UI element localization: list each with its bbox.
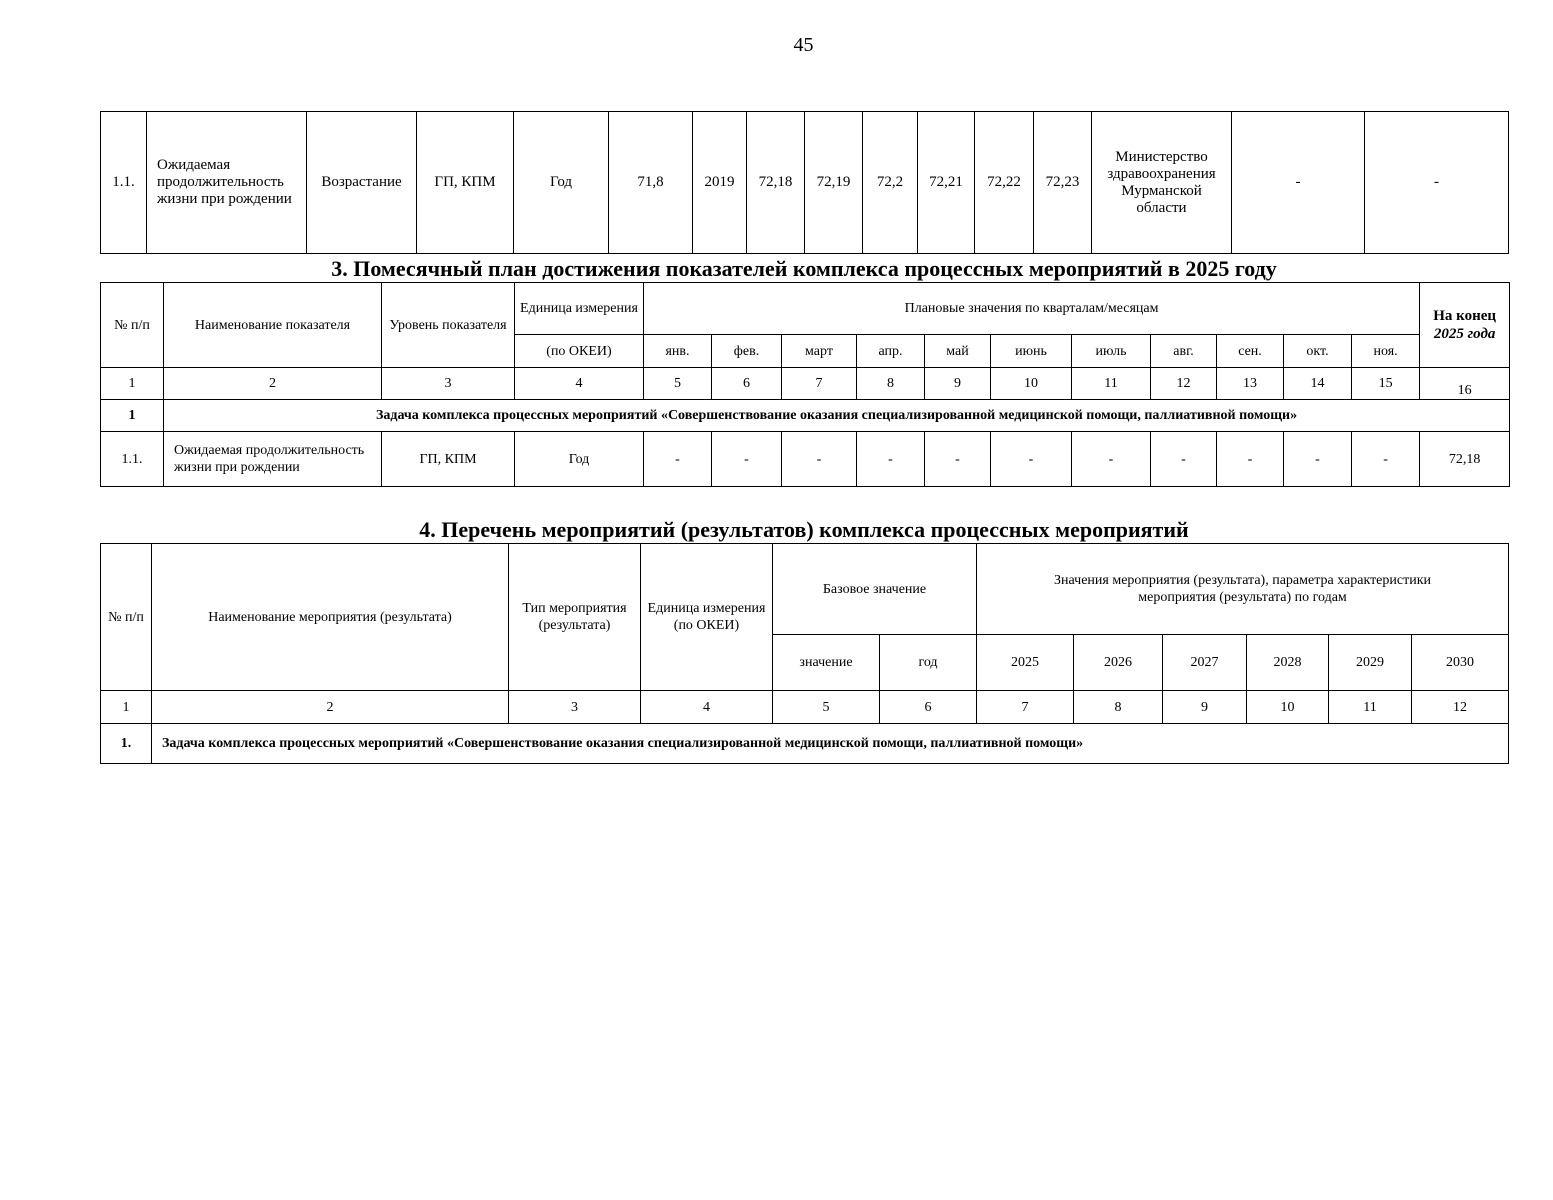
column-number: 15 <box>1352 368 1420 400</box>
table-row <box>101 112 1509 254</box>
month-header: окт. <box>1284 335 1352 368</box>
column-number: 10 <box>1247 691 1329 724</box>
column-number: 9 <box>1163 691 1247 724</box>
section-4-title: 4. Перечень мероприятий (результатов) комплекса процессных мероприятий <box>419 517 1189 542</box>
month-value: - <box>1217 432 1284 487</box>
month-value: - <box>1151 432 1217 487</box>
task-row <box>101 724 1509 764</box>
year-header: 2030 <box>1412 635 1509 691</box>
value-cell: 72,21 <box>918 112 975 254</box>
value-cell: 72,2 <box>863 112 918 254</box>
month-header: ноя. <box>1352 335 1420 368</box>
year-header: 2025 <box>977 635 1074 691</box>
indicator-unit: Год <box>515 432 644 487</box>
indicator-table <box>100 111 1509 254</box>
indicator-name: Ожидаемая продолжительность жизни при рождении <box>147 112 307 254</box>
column-number: 2 <box>152 691 509 724</box>
year-header: 2026 <box>1074 635 1163 691</box>
column-number: 4 <box>641 691 773 724</box>
indicator-name: Ожидаемая продолжительность жизни при рождении <box>164 432 382 487</box>
base-year: 2019 <box>693 112 747 254</box>
month-value: - <box>1072 432 1151 487</box>
task-number: 1. <box>101 724 152 764</box>
header-end-line1: На конец <box>1433 308 1497 324</box>
header-values: Значения мероприятия (результата), параметра характеристики мероприятия (результата) по годам <box>977 544 1509 635</box>
column-number: 11 <box>1329 691 1412 724</box>
column-number: 6 <box>712 368 782 400</box>
month-value: - <box>991 432 1072 487</box>
month-header: апр. <box>857 335 925 368</box>
header-unit: Единица измерения <box>515 283 644 335</box>
month-value: - <box>925 432 991 487</box>
measures-table <box>100 543 1509 764</box>
header-end-line2: 2025 года <box>1433 326 1496 342</box>
header-unit-okei: (по ОКЕИ) <box>515 335 644 368</box>
value-cell: 72,19 <box>805 112 863 254</box>
month-header: авг. <box>1151 335 1217 368</box>
month-header: сен. <box>1217 335 1284 368</box>
column-number: 14 <box>1284 368 1352 400</box>
indicator-level: ГП, КПМ <box>382 432 515 487</box>
month-value: - <box>644 432 712 487</box>
section-3-title: 3. Помесячный план достижения показателей комплекса процессных мероприятий в 2025 году <box>331 256 1277 281</box>
column-number: 7 <box>782 368 857 400</box>
header-planned: Плановые значения по кварталам/месяцам <box>644 283 1420 335</box>
header-type: Тип мероприятия (результата) <box>509 544 641 691</box>
row-number: 1.1. <box>101 112 147 254</box>
column-number: 1 <box>101 691 152 724</box>
header-base-value: значение <box>773 635 880 691</box>
column-number-row <box>101 691 1509 724</box>
month-value: - <box>712 432 782 487</box>
page-number: 45 <box>793 34 814 56</box>
column-number: 13 <box>1217 368 1284 400</box>
indicator-direction: Возрастание <box>307 112 417 254</box>
info-system-cell: - <box>1365 112 1509 254</box>
header-row <box>101 544 1509 635</box>
column-number: 4 <box>515 368 644 400</box>
month-header: март <box>782 335 857 368</box>
year-header: 2029 <box>1329 635 1412 691</box>
value-cell: 72,23 <box>1034 112 1092 254</box>
column-number: 1 <box>101 368 164 400</box>
task-number: 1 <box>101 400 164 432</box>
column-number: 5 <box>644 368 712 400</box>
task-text: Задача комплекса процессных мероприятий «Совершенствование оказания специализированной медицинской помощи, паллиативной помощи» <box>152 724 1509 764</box>
month-header: июнь <box>991 335 1072 368</box>
header-end-of-year <box>1420 283 1510 368</box>
month-value: - <box>1352 432 1420 487</box>
indicator-unit: Год <box>514 112 609 254</box>
column-number: 11 <box>1072 368 1151 400</box>
month-value: - <box>782 432 857 487</box>
column-number: 10 <box>991 368 1072 400</box>
row-number: 1.1. <box>101 432 164 487</box>
month-header: фев. <box>712 335 782 368</box>
month-value: - <box>857 432 925 487</box>
monthly-plan-table <box>100 282 1510 487</box>
month-header: июль <box>1072 335 1151 368</box>
task-row <box>101 400 1510 432</box>
column-number: 16 <box>1420 368 1510 400</box>
year-header: 2028 <box>1247 635 1329 691</box>
responsible-body: Министерство здравоохранения Мурманской области <box>1092 112 1232 254</box>
task-text: Задача комплекса процессных мероприятий «Совершенствование оказания специализированной медицинской помощи, паллиативной помощи» <box>164 400 1510 432</box>
column-number: 3 <box>509 691 641 724</box>
month-header: янв. <box>644 335 712 368</box>
column-number: 7 <box>977 691 1074 724</box>
column-number: 5 <box>773 691 880 724</box>
header-name: Наименование показателя <box>164 283 382 368</box>
value-cell: 72,18 <box>747 112 805 254</box>
column-number: 12 <box>1412 691 1509 724</box>
column-number: 12 <box>1151 368 1217 400</box>
column-number: 8 <box>857 368 925 400</box>
header-unit: Единица измерения (по ОКЕИ) <box>641 544 773 691</box>
header-row <box>101 283 1510 335</box>
column-number: 6 <box>880 691 977 724</box>
column-number: 9 <box>925 368 991 400</box>
month-header: май <box>925 335 991 368</box>
header-num: № п/п <box>101 283 164 368</box>
column-number: 2 <box>164 368 382 400</box>
value-cell: 72,22 <box>975 112 1034 254</box>
indicator-level: ГП, КПМ <box>417 112 514 254</box>
column-number-row <box>101 368 1510 400</box>
header-base: Базовое значение <box>773 544 977 635</box>
header-base-year: год <box>880 635 977 691</box>
table-row <box>101 432 1510 487</box>
header-name: Наименование мероприятия (результата) <box>152 544 509 691</box>
end-of-year-value: 72,18 <box>1420 432 1510 487</box>
column-number: 3 <box>382 368 515 400</box>
link-cell: - <box>1232 112 1365 254</box>
column-number: 8 <box>1074 691 1163 724</box>
header-num: № п/п <box>101 544 152 691</box>
header-level: Уровень показателя <box>382 283 515 368</box>
base-value: 71,8 <box>609 112 693 254</box>
month-value: - <box>1284 432 1352 487</box>
year-header: 2027 <box>1163 635 1247 691</box>
